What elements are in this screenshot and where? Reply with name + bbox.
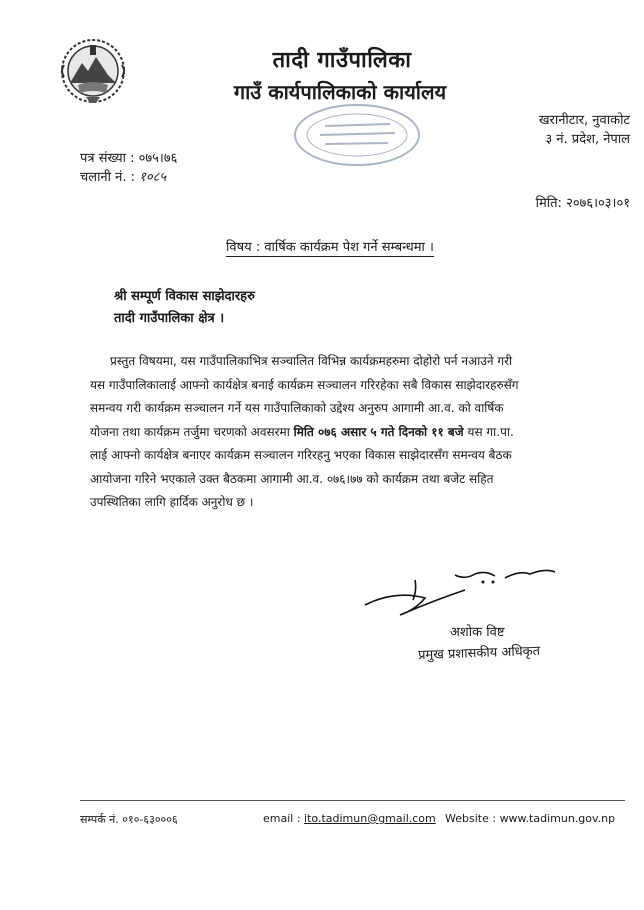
- date-value: २०७६।०३।०१: [566, 196, 630, 211]
- body-line: लाई आफ्नो कार्यक्षेत्र बनाएर कार्यक्रम सञ्चालन गरिरहनु भएका विकास साझेदारसँग समन्वय बैठक: [90, 448, 512, 462]
- patra-label: पत्र संख्या :: [80, 151, 135, 166]
- website-link[interactable]: www.tadimun.gov.np: [499, 812, 616, 825]
- footer-divider: [80, 800, 625, 801]
- body-line: समन्वय गरी कार्यक्रम सञ्चालन गर्ने यस गाउँपालिकाको उद्देश्य अनुरुप आगामी आ.व. को वार्षिक: [90, 401, 504, 415]
- email-link[interactable]: ito.tadimun@gmail.com: [304, 812, 436, 825]
- footer-website: [445, 812, 615, 825]
- signatory-designation: प्रमुख प्रशासकीय अधिकृत: [417, 643, 541, 664]
- date-label: मिति:: [535, 196, 562, 211]
- body-line: यस गाउँपालिकालाई आफ्नो कार्यक्षेत्र बनाई कार्यक्रम सञ्चालन गरिरहेका सबै विकास साझेदारहरुसँग: [90, 377, 519, 392]
- body-line: [90, 421, 580, 445]
- nepal-emblem-icon: [58, 35, 128, 107]
- recipient-line1: श्री सम्पूर्ण विकास साझेदारहरु: [114, 289, 255, 304]
- patra-value: ०७५।७६: [138, 151, 178, 166]
- body-line4-pre: योजना तथा कार्यक्रम तर्जुमा चरणको अवसरमा: [90, 424, 290, 439]
- body-line4-post: यस गा.पा.: [467, 424, 514, 439]
- body-line: आयोजना गरिने भएकाले उक्त बैठकमा आगामी आ.व. ०७६।७७ को कार्यक्रम तथा बजेट सहित: [90, 471, 494, 486]
- footer-email: [263, 812, 436, 825]
- website-label: Website :: [445, 812, 497, 825]
- recipient-line2: तादी गाउँपालिका क्षेत्र ।: [114, 311, 225, 326]
- chalani-label: चलानी नं. :: [80, 170, 136, 185]
- office-title-line1: तादी गाउँपालिका: [272, 48, 412, 73]
- body-line: प्रस्तुत विषयमा, यस गाउँपालिकाभित्र सञ्चालित विभिन्न कार्यक्रमहरुमा दोहोरो पर्न नआउने गरी: [110, 354, 513, 368]
- signatory-name: अशोक विष्ट: [450, 625, 505, 640]
- office-stamp-icon: [290, 100, 425, 170]
- meeting-datetime: मिति ०७६ असार ५ गते दिनको ११ बजे: [293, 424, 464, 439]
- office-title-line2: गाउँ कार्यपालिकाको कार्यालय: [233, 80, 447, 104]
- body-line: उपस्थितिका लागि हार्दिक अनुरोध छ ।: [90, 495, 254, 509]
- subject-text: विषय : वार्षिक कार्यक्रम पेश गर्ने सम्बन्धमा ।: [226, 240, 434, 255]
- email-label: email :: [263, 812, 301, 825]
- chalani-value: १०८५: [139, 170, 167, 185]
- chalani-number: [80, 167, 166, 185]
- signature-icon: [355, 560, 580, 620]
- letter-date: [480, 193, 630, 211]
- address-line2: ३ नं. प्रदेश, नेपाल: [545, 132, 630, 147]
- letter-body: [90, 350, 580, 515]
- patra-sankhya: [80, 148, 177, 166]
- footer-contact: [80, 812, 178, 827]
- contact-value: ०१०-६३०००६: [122, 813, 178, 826]
- contact-label: सम्पर्क नं.: [80, 813, 119, 826]
- subject-line: [80, 237, 580, 255]
- address-line1: खरानीटार, नुवाकोट: [538, 113, 630, 128]
